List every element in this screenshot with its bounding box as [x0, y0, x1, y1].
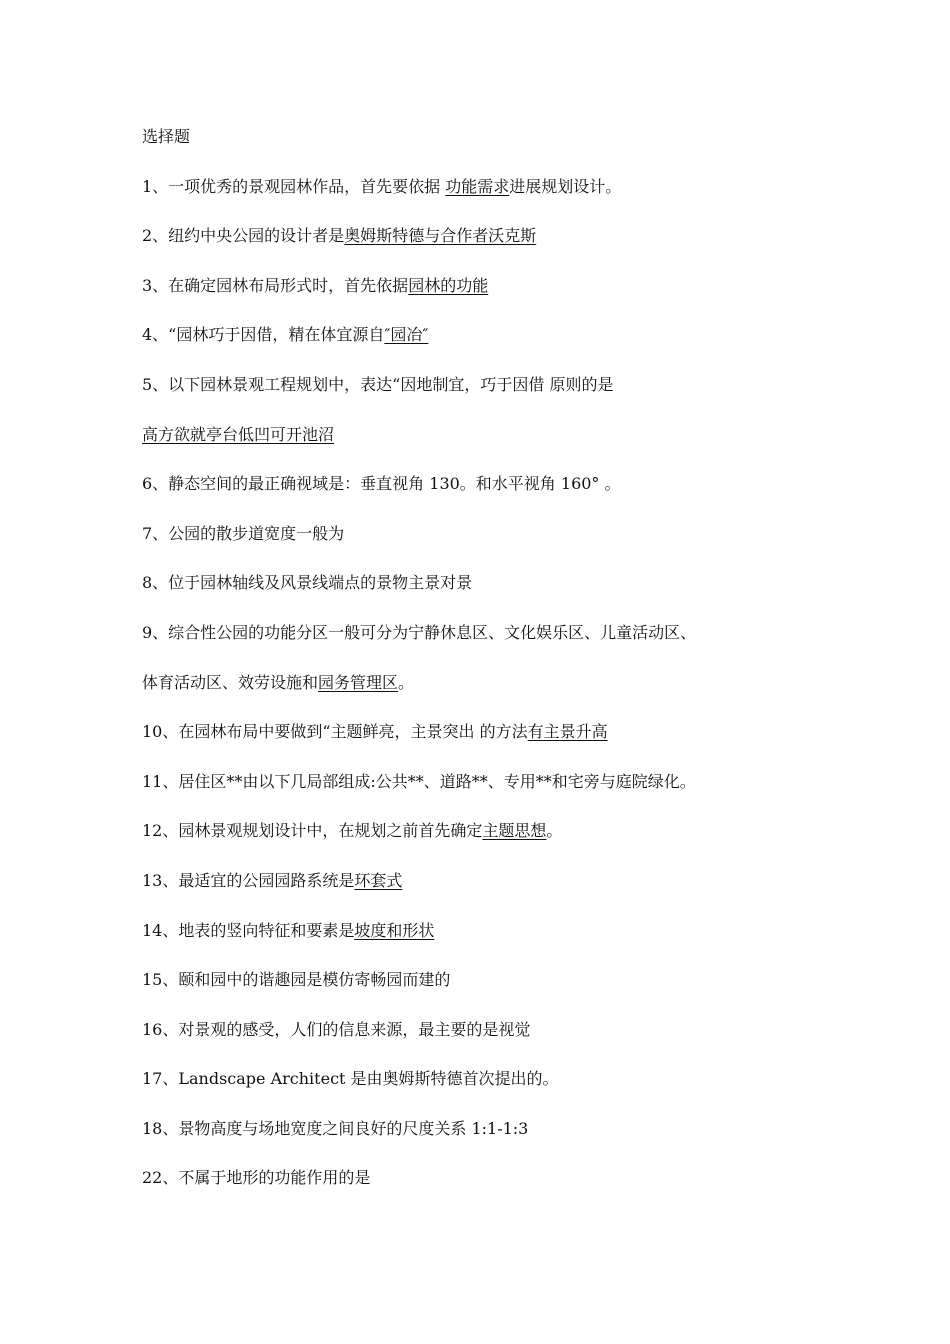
question-text: 13、最适宜的公园园路系统是	[142, 870, 355, 890]
question-22	[142, 1163, 822, 1213]
question-10	[142, 717, 822, 767]
question-text: 8、位于园林轴线及风景线端点的景物主景对景	[142, 573, 473, 593]
question-18	[142, 1114, 822, 1164]
question-15	[142, 965, 822, 1015]
answer-underlined: 环套式	[354, 870, 403, 890]
answer-underlined: 功能需求	[445, 176, 510, 196]
question-text: 2、纽约中央公园的设计者是	[142, 226, 345, 246]
section-heading: 选择题	[142, 127, 191, 146]
question-text: 7、公园的散步道宽度一般为	[142, 523, 345, 543]
question-text: 6、静态空间的最正确视域是：垂直视角 130。和水平视角 160° 。	[142, 474, 621, 494]
answer-underlined: 奥姆斯特德与合作者沃克斯	[344, 226, 537, 246]
question-3	[142, 271, 822, 321]
question-17	[142, 1064, 822, 1114]
question-text-tail: 。	[546, 821, 563, 841]
question-text: 22、不属于地形的功能作用的是	[142, 1168, 371, 1188]
question-5-answer-line	[142, 420, 822, 470]
answer-underlined: 园务管理区	[318, 672, 399, 692]
question-text: 4、“园林巧于因借，精在体宜源自	[142, 325, 385, 345]
question-1	[142, 172, 822, 222]
question-text: 18、景物高度与场地宽度之间良好的尺度关系 1:1-1:3	[142, 1118, 529, 1138]
question-text: 9、综合性公园的功能分区一般可分为宁静休息区、文化娱乐区、儿童活动区、	[142, 622, 697, 642]
question-4	[142, 320, 822, 370]
question-14	[142, 916, 822, 966]
question-6	[142, 469, 822, 519]
answer-underlined: 坡度和形状	[354, 920, 435, 940]
question-text: 3、在确定园林布局形式时，首先依据	[142, 275, 409, 295]
question-2	[142, 221, 822, 271]
question-text-tail: 进展规划设计。	[509, 176, 622, 196]
answer-underlined: 有主景升高	[527, 722, 608, 742]
question-text: 17、Landscape Architect 是由奥姆斯特德首次提出的。	[142, 1069, 559, 1089]
question-text: 15、颐和园中的谐趣园是模仿寄畅园而建的	[142, 970, 451, 990]
question-12	[142, 816, 822, 866]
question-text: 14、地表的竖向特征和要素是	[142, 920, 355, 940]
answer-underlined: 高方欲就亭台低凹可开池沼	[142, 424, 335, 444]
document-page	[142, 122, 822, 1213]
question-9-continued	[142, 668, 822, 718]
answer-underlined: 主题思想	[482, 821, 547, 841]
answer-underlined: ″园冶″	[384, 325, 429, 345]
question-11	[142, 767, 822, 817]
question-5	[142, 370, 822, 420]
question-text: 10、在园林布局中要做到“主题鲜亮，主景突出 的方法	[142, 722, 528, 742]
question-16	[142, 1015, 822, 1065]
question-text: 体育活动区、效劳设施和	[142, 672, 319, 692]
question-text-tail: 。	[398, 672, 415, 692]
question-text: 5、以下园林景观工程规划中，表达“因地制宜，巧于因借 原则的是	[142, 374, 614, 394]
question-text: 16、对景观的感受，人们的信息来源，最主要的是视觉	[142, 1019, 531, 1039]
question-13	[142, 866, 822, 916]
question-text: 1、一项优秀的景观园林作品，首先要依据	[142, 176, 446, 196]
question-9	[142, 618, 822, 668]
question-8	[142, 568, 822, 618]
answer-underlined: 园林的功能	[408, 275, 489, 295]
question-text: 12、园林景观规划设计中，在规划之前首先确定	[142, 821, 483, 841]
question-text: 11、居住区**由以下几局部组成:公共**、道路**、专用**和宅旁与庭院绿化。	[142, 771, 696, 791]
question-7	[142, 519, 822, 569]
